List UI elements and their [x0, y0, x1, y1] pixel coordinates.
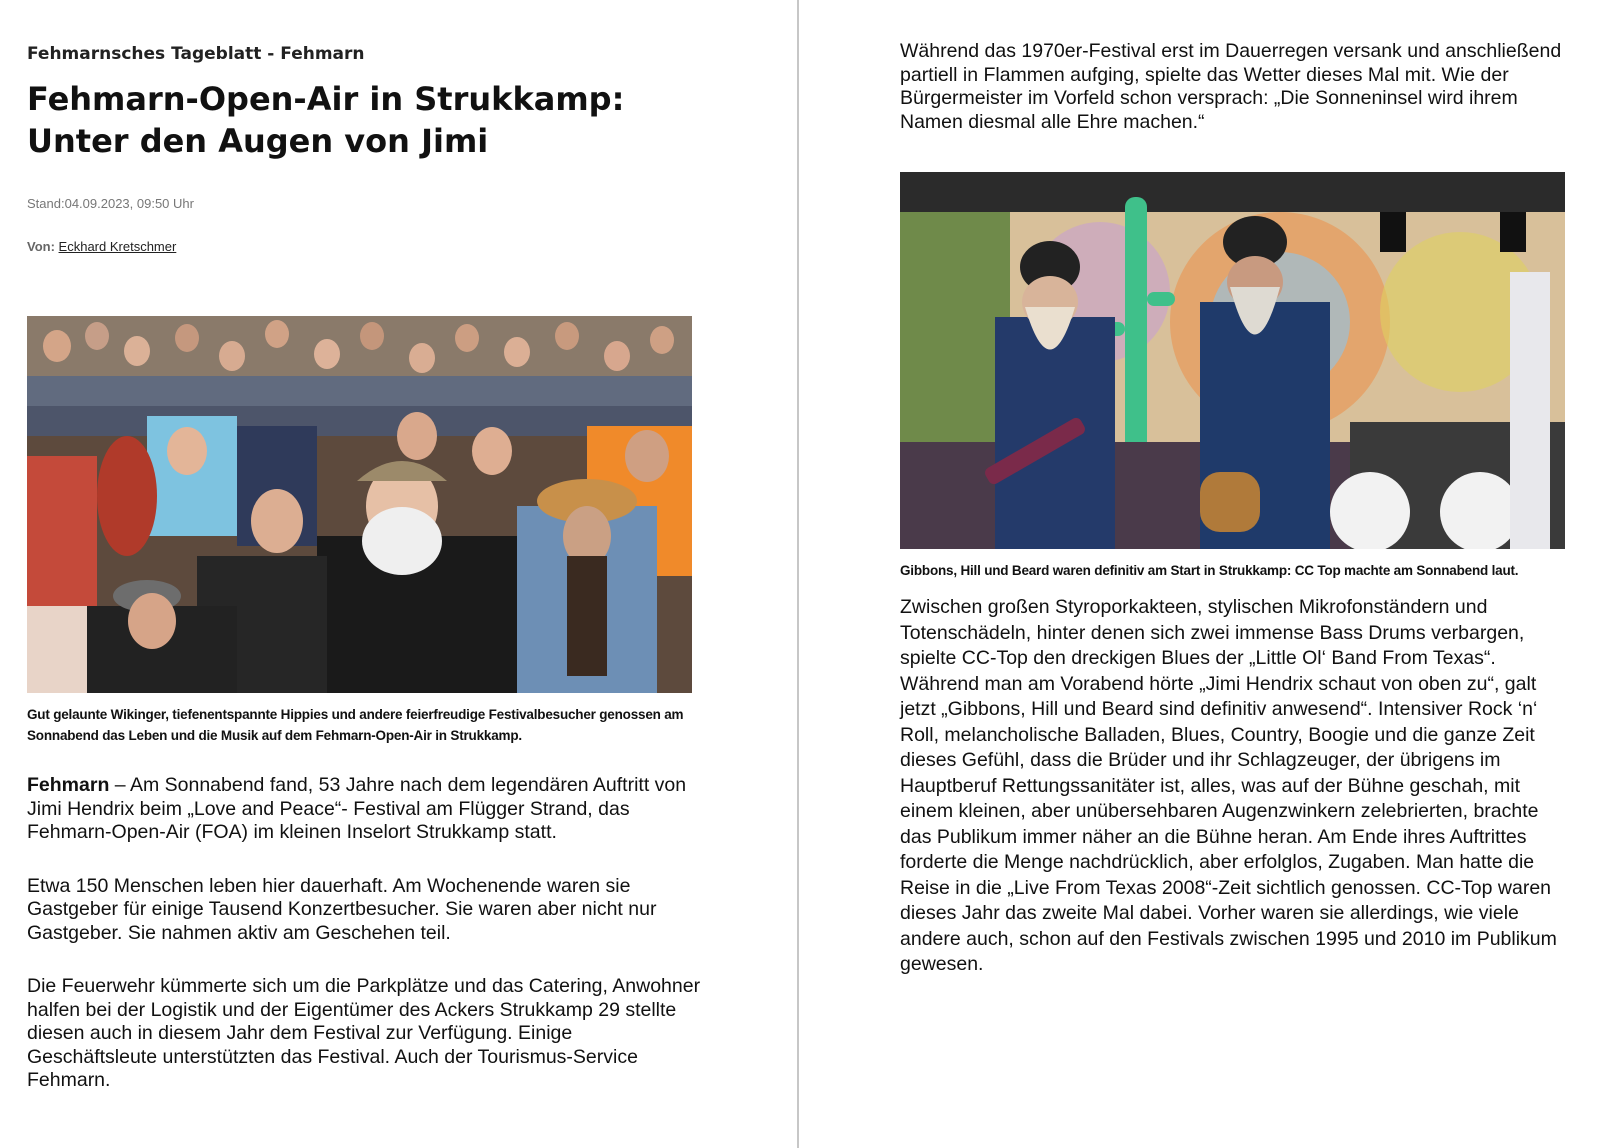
paragraph-1-lead: Fehmarn [27, 774, 110, 796]
source-line: Fehmarnsches Tageblatt - Fehmarn [27, 44, 365, 64]
paragraph-2: Etwa 150 Menschen leben hier dauerhaft. Am Wochenende waren sie Gastgeber für einige Tausend Konzertbesucher. Sie waren aber nicht nur Gastgeber. Sie nahmen aktiv am Geschehen teil. [27, 874, 657, 944]
band-photo-caption: Gibbons, Hill und Beard waren definitiv am Start in Strukkamp: CC Top machte am Sonnabend laut. [900, 563, 1519, 578]
crowd-photo-caption: Gut gelaunte Wikinger, tiefenentspannte Hippies und andere feierfreudige Festivalbesucher genossen am Sonnabend das Leben und die Musik auf dem Fehmarn-Open-Air in Strukkamp. [27, 707, 684, 743]
timestamp: Stand:04.09.2023, 09:50 Uhr [27, 196, 194, 211]
paragraph-4: Während das 1970er-Festival erst im Dauerregen versank und anschließend partiell in Flammen aufging, spielte das Wetter dieses Mal mit. Wie der Bürgermeister im Vorfeld schon versprach: „Die Sonneninsel wird ihrem Namen diesmal alle Ehre machen.“ [900, 40, 1562, 133]
headline-line-2: Unter den Augen von Jimi [27, 122, 489, 160]
page-divider [797, 0, 799, 1148]
right-column [900, 40, 1565, 978]
author-link[interactable]: Eckhard Kretschmer [58, 239, 177, 254]
paragraph-1 [27, 774, 707, 845]
byline-label: Von: [27, 239, 55, 254]
paragraph-5: Zwischen großen Styroporkakteen, stylischen Mikrofonständern und Totenschädeln, hinter denen sich zwei immense Bass Drums verbargen, spielte CC-Top den dreckigen Blues der „Little Ol‘ Band From Texas“. Während man am Vorabend hörte „Jimi Hendrix schaut von oben zu“, galt jetzt „Gibbons, Hill und Beard sind definitiv anwesend“. Intensiver Rock ‘n‘ Roll, melancholische Balladen, Blues, Country, Boogie und die ganze Zeit dieses Gefühl, dass die Brüder und ihr Schlagzeuger, der übrigens im Hauptberuf Rettungssanitäter ist, alles, was auf der Bühne geschah, mit einem kleinen, aber unübersehbaren Augenzwinkern zelebrierten, brachte das Publikum immer näher an die Bühne heran. Am Ende ihres Auftrittes forderte die Menge nachdrücklich, aber erfolglos, Zugaben. Man hatte die Reise in die „Live From Texas 2008“-Zeit sichtlich genossen. CC-Top waren dieses Jahr das zweite Mal dabei. Vorher waren sie allerdings, wie viele andere auch, schon auf den Festivals zwischen 1995 und 2010 im Publikum gewesen. [900, 596, 1557, 975]
headline-line-1: Fehmarn-Open-Air in Strukkamp: [27, 80, 625, 118]
left-column [27, 40, 707, 1093]
paragraph-3: Die Feuerwehr kümmerte sich um die Parkplätze und das Catering, Anwohner halfen bei der Logistik und der Eigentümer des Ackers Strukkamp 29 stellte diesen auch in diesem Jahr dem Festival zur Verfügung. Einige Geschäftsleute unterstützten das Festival. Auch der Tourismus-Service Fehmarn. [27, 975, 701, 1091]
paragraph-1-text: – Am Sonnabend fand, 53 Jahre nach dem legendären Auftritt von Jimi Hendrix beim „Love and Peace“- Festival am Flügger Strand, das Fehmarn-Open-Air (FOA) im kleinen Inselort Strukkamp statt. [27, 774, 687, 843]
band-photo [900, 172, 1565, 549]
byline [27, 239, 707, 254]
article-headline [27, 78, 707, 162]
crowd-photo [27, 316, 692, 693]
